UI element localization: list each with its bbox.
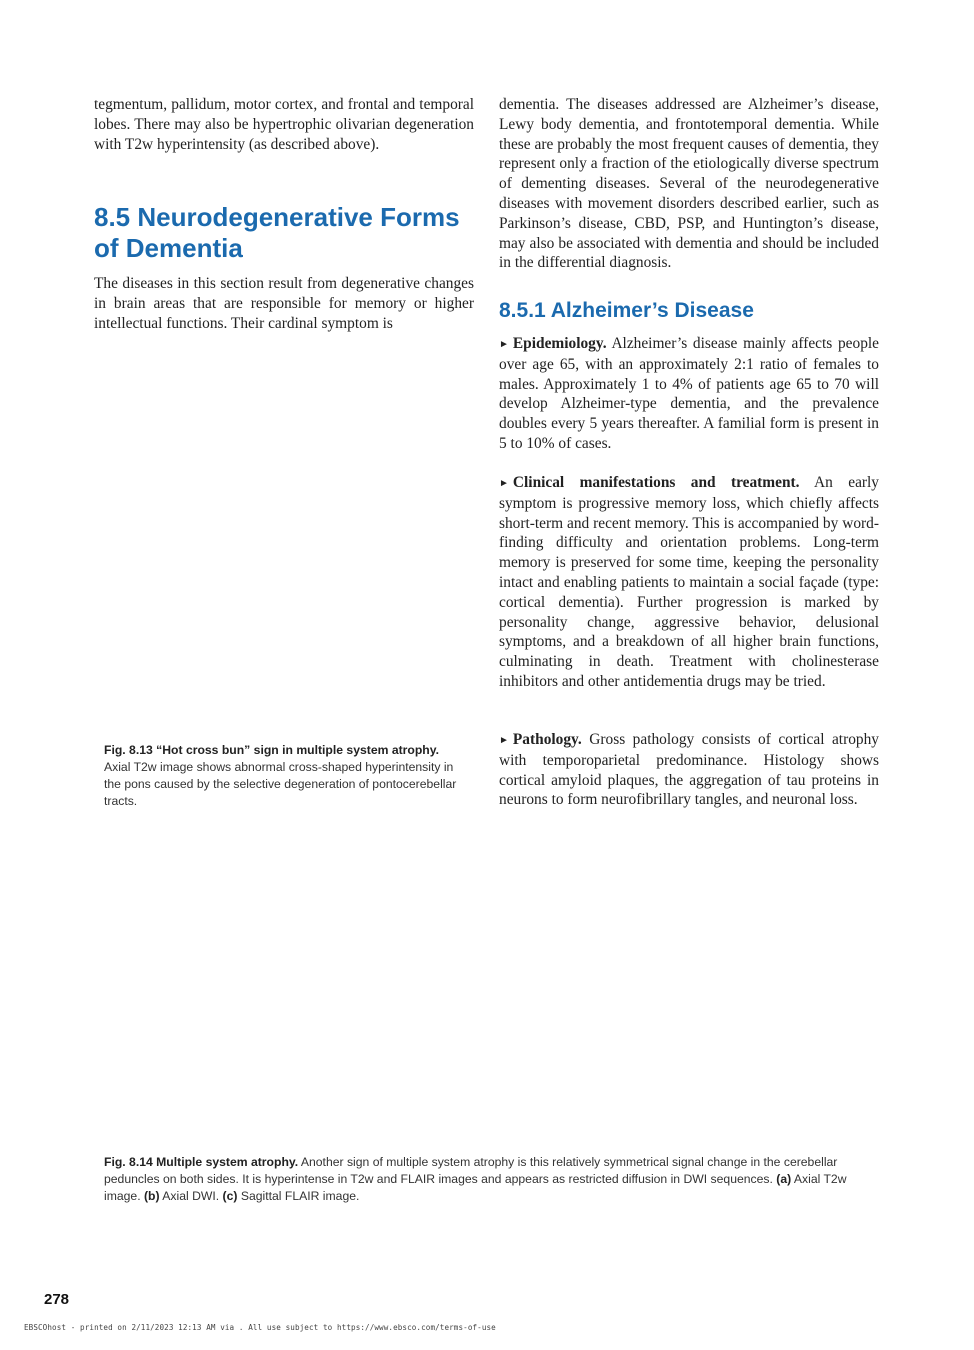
- figure-8-14-a-label: (a): [776, 1172, 792, 1186]
- page-number: 278: [44, 1291, 70, 1308]
- subsection-heading: 8.5.1 Alzheimer’s Disease: [499, 299, 754, 322]
- section-paragraph: The diseases in this section result from degenerative changes in brain areas that are responsible for memory or higher intellectual functions. Their cardinal symptom is: [94, 275, 474, 332]
- clinical-text: An early symptom is progressive memory loss, which chiefly affects short-term and recent memory. This is accompanied by word-finding difficulty and orientation problems. Long-term memory is preserved for some time, keeping the personality intact and enabling patients to maintain a social façade (type: cortical dementia). Further progression is marked by personality change, aggressive behavior, delusional symptoms, and a breakdown of all higher brain functions, culminating in death. Treatment with cholinesterase inhibitors and other antidementia drugs may be tried.: [499, 474, 879, 690]
- pathology-title: Pathology.: [512, 731, 582, 748]
- footer-notice: EBSCOhost - printed on 2/11/2023 12:13 AM via . All use subject to https://www.ebsco.com/terms-of-use: [24, 1323, 496, 1332]
- epidemiology-text: Alzheimer’s disease mainly affects people over age 65, with an approximately 2:1 ratio of females to males. Approximately 1 to 4% of patients age 65 to 70 will develop Alzheimer-type dementia, and the prevalence doubles every 5 years thereafter. A familial form is present in 5 to 10% of cases.: [499, 335, 880, 452]
- triangle-bullet-icon: ►: [499, 478, 509, 489]
- figure-8-13-title: Fig. 8.13 “Hot cross bun” sign in multiple system atrophy.: [104, 743, 439, 757]
- figure-8-14-text: Another sign of multiple system atrophy is this relatively symmetrical signal change in the cerebellar peduncles on both sides. It is hyperintense in T2w and FLAIR images and appears as restricted diffusion in DWI sequences.: [104, 1155, 838, 1186]
- figure-8-13-caption: [104, 742, 464, 810]
- figure-8-14-title: Fig. 8.14 Multiple system atrophy.: [104, 1155, 299, 1169]
- figure-8-14-caption: [104, 1154, 878, 1205]
- continuation-paragraph: dementia. The diseases addressed are Alzheimer’s disease, Lewy body dementia, and frontotemporal dementia. While these are probably the most frequent causes of dementia, they represent only a fraction of the etiologically diverse spectrum of dementing diseases. Several of the neurodegenerative diseases with movement disorders described earlier, such as Parkinson’s disease, CBD, PSP, and Huntington’s disease, may also be associated with dementia and should be included in the differential diagnosis.: [499, 96, 879, 272]
- section-heading: 8.5 Neurodegenerative Forms of Dementia: [94, 202, 460, 263]
- figure-8-14-b-label: (b): [143, 1189, 160, 1203]
- figure-8-14-c-label: (c): [222, 1189, 238, 1203]
- intro-paragraph: tegmentum, pallidum, motor cortex, and frontal and temporal lobes. There may also be hypertrophic olivarian degeneration with T2w hyperintensity (as described above).: [94, 96, 474, 153]
- pathology-text: Gross pathology consists of cortical atrophy with temporoparietal predominance. Histology shows cortical amyloid plaques, the aggregation of tau proteins in neurons to form neurofibrillary tangles, and neuronal loss.: [499, 731, 879, 809]
- figure-8-14-c-text: Sagittal FLAIR image.: [240, 1189, 360, 1203]
- clinical-title: Clinical manifestations and treatment.: [512, 474, 800, 491]
- clinical-paragraph: [499, 473, 879, 692]
- triangle-bullet-icon: ►: [499, 735, 509, 746]
- epidemiology-paragraph: [499, 334, 879, 454]
- figure-8-13-text: Axial T2w image shows abnormal cross-shaped hyperintensity in the pons caused by the selective degeneration of pontocerebellar tracts.: [104, 760, 457, 808]
- figure-8-14-a-text: Axial T2w image.: [104, 1172, 847, 1203]
- pathology-paragraph: [499, 730, 879, 810]
- figure-8-14-b-text: Axial DWI.: [162, 1189, 220, 1203]
- triangle-bullet-icon: ►: [499, 339, 509, 350]
- epidemiology-title: Epidemiology.: [512, 335, 607, 352]
